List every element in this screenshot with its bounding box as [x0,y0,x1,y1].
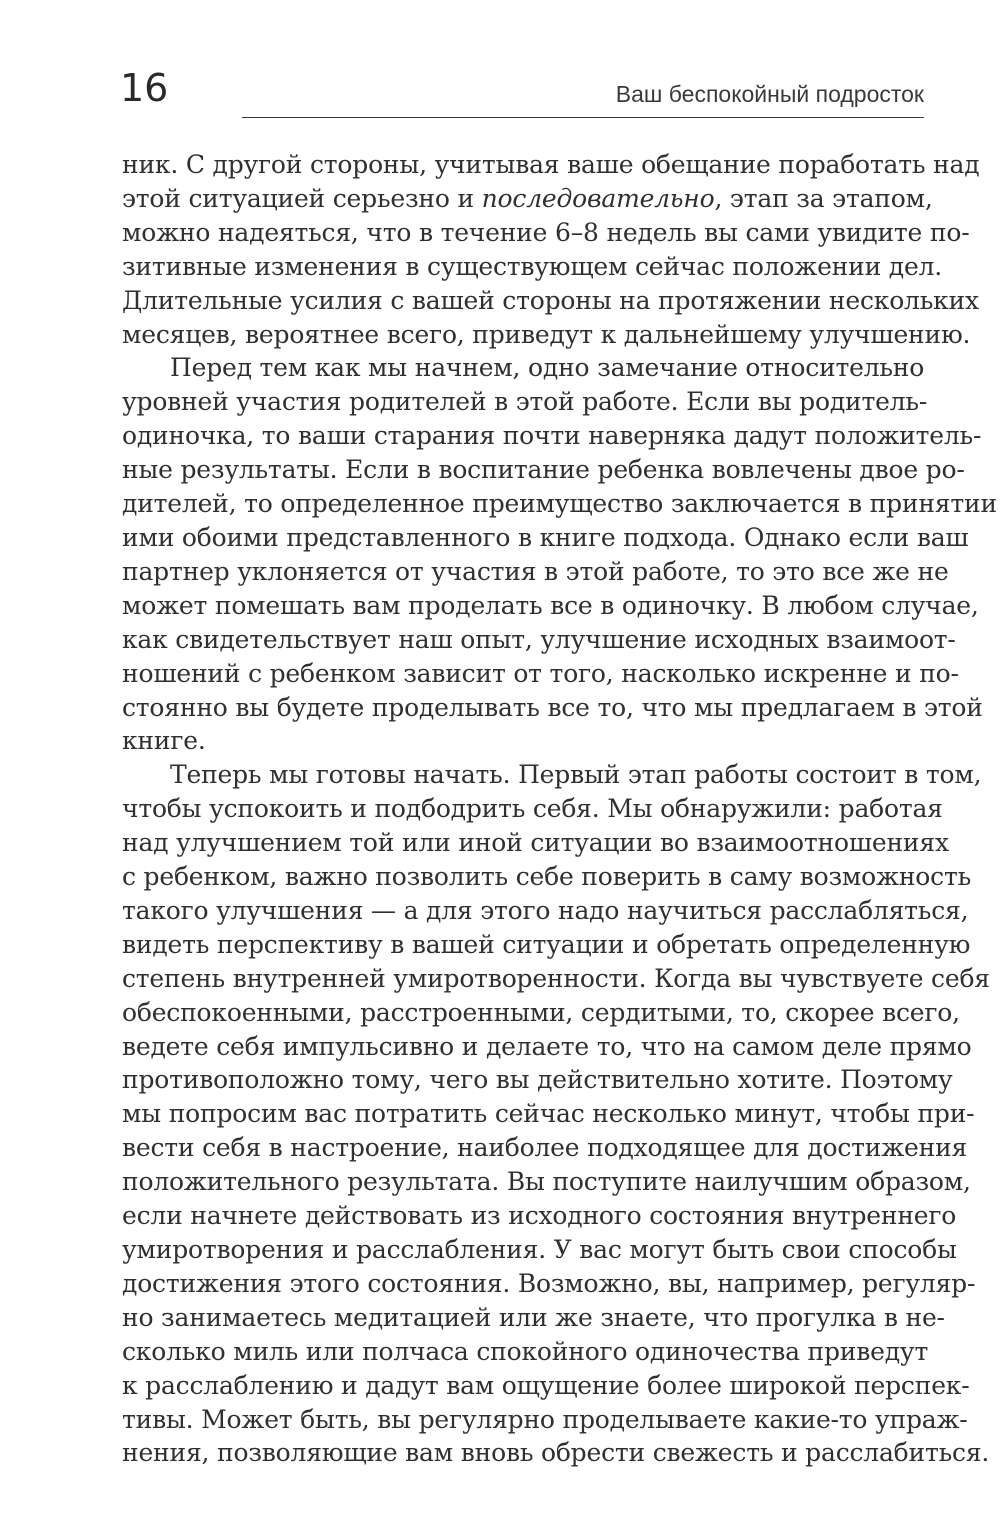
italic-emphasis: последовательно [481,183,715,213]
text-line: с ребенком, важно позволить себе поверить в саму возможность [122,862,971,892]
text-line: книге. [122,726,206,756]
text-line: тивы. Может быть, вы регулярно проделываете какие-то упраж- [122,1404,968,1434]
text-line: ные результаты. Если в воспитание ребенка вовлечены двое ро- [122,455,965,485]
text-line: стоянно вы будете проделывать все то, что мы предлагаем в этой [122,692,983,722]
paragraph [122,148,980,351]
text-line: Длительные усилия с вашей стороны на протяжении нескольких [122,285,979,315]
text-line: к расслаблению и дадут вам ощущение более широкой перспек- [122,1370,970,1400]
text-run: , этап за этапом, [714,183,933,213]
text-line: сколько миль или полчаса спокойного одиночества приведут [122,1336,929,1366]
text-line: дителей, то определенное преимущество заключается в принятии [122,489,997,519]
text-line: вести себя в настроение, наиболее подходящее для достижения [122,1133,968,1163]
paragraph [122,351,997,758]
text-line: может помешать вам проделать все в одиночку. В любом случае, [122,590,979,620]
running-head-title: Ваш беспокойный подросток [615,81,924,107]
text-line: противоположно тому, чего вы действительно хотите. Поэтому [122,1065,953,1095]
text-line: такого улучшения — а для этого надо научиться расслабляться, [122,895,969,925]
text-line: ими обоими представленного в книге подхода. Однако если ваш [122,522,969,552]
header-rule [242,117,924,118]
text-line: нения, позволяющие вам вновь обрести свежесть и расслабиться. [122,1438,990,1468]
text-line: как свидетельствует наш опыт, улучшение исходных взаимоот- [122,624,956,654]
text-line: обеспокоенными, расстроенными, сердитыми, то, скорее всего, [122,997,960,1027]
text-line: можно надеяться, что в течение 6–8 недель вы сами увидите по- [122,217,970,247]
text-line: ник. С другой стороны, учитывая ваше обещание поработать над [122,150,980,179]
text-line: положительного результата. Вы поступите наилучшим образом, [122,1167,971,1197]
text-line: одиночка, то ваши старания почти наверняка дадут положитель- [122,421,982,451]
paragraph [122,758,990,1470]
text-line: если начнете действовать из исходного состояния внутреннего [122,1201,957,1231]
text-line: Перед тем как мы начнем, одно замечание относительно [170,353,925,383]
text-line: уровней участия родителей в этой работе. Если вы родитель- [122,387,928,417]
text-line: Теперь мы готовы начать. Первый этап работы состоит в том, [170,760,982,790]
text-line: видеть перспективу в вашей ситуации и обретать определенную [122,929,971,959]
text-line: месяцев, вероятнее всего, приведут к дальнейшему улучшению. [122,319,971,349]
text-line: ношений с ребенком зависит от того, насколько искренне и по- [122,658,959,688]
text-line [122,182,933,216]
text-line: над улучшением той или иной ситуации во взаимоотношениях [122,828,949,858]
text-line: мы попросим вас потратить сейчас несколько минут, чтобы при- [122,1099,975,1129]
text-line: умиротворения и расслабления. У вас могут быть свои способы [122,1235,957,1264]
text-line: степень внутренней умиротворенности. Когда вы чувствуете себя [122,963,990,993]
text-line: партнер уклоняется от участия в этой работе, то это все же не [122,556,949,586]
text-line: чтобы успокоить и подбодрить себя. Мы обнаружили: работая [122,794,943,824]
text-run: этой ситуацией серьезно и [122,183,482,213]
page-number: 16 [120,66,169,110]
text-line: но занимаетесь медитацией или же знаете, что прогулка в не- [122,1302,945,1332]
text-line: ведете себя импульсивно и делаете то, что на самом деле прямо [122,1031,972,1061]
text-line: зитивные изменения в существующем сейчас положении дел. [122,251,943,281]
body-text [122,148,997,1470]
text-line: достижения этого состояния. Возможно, вы, например, регуляр- [122,1268,976,1298]
